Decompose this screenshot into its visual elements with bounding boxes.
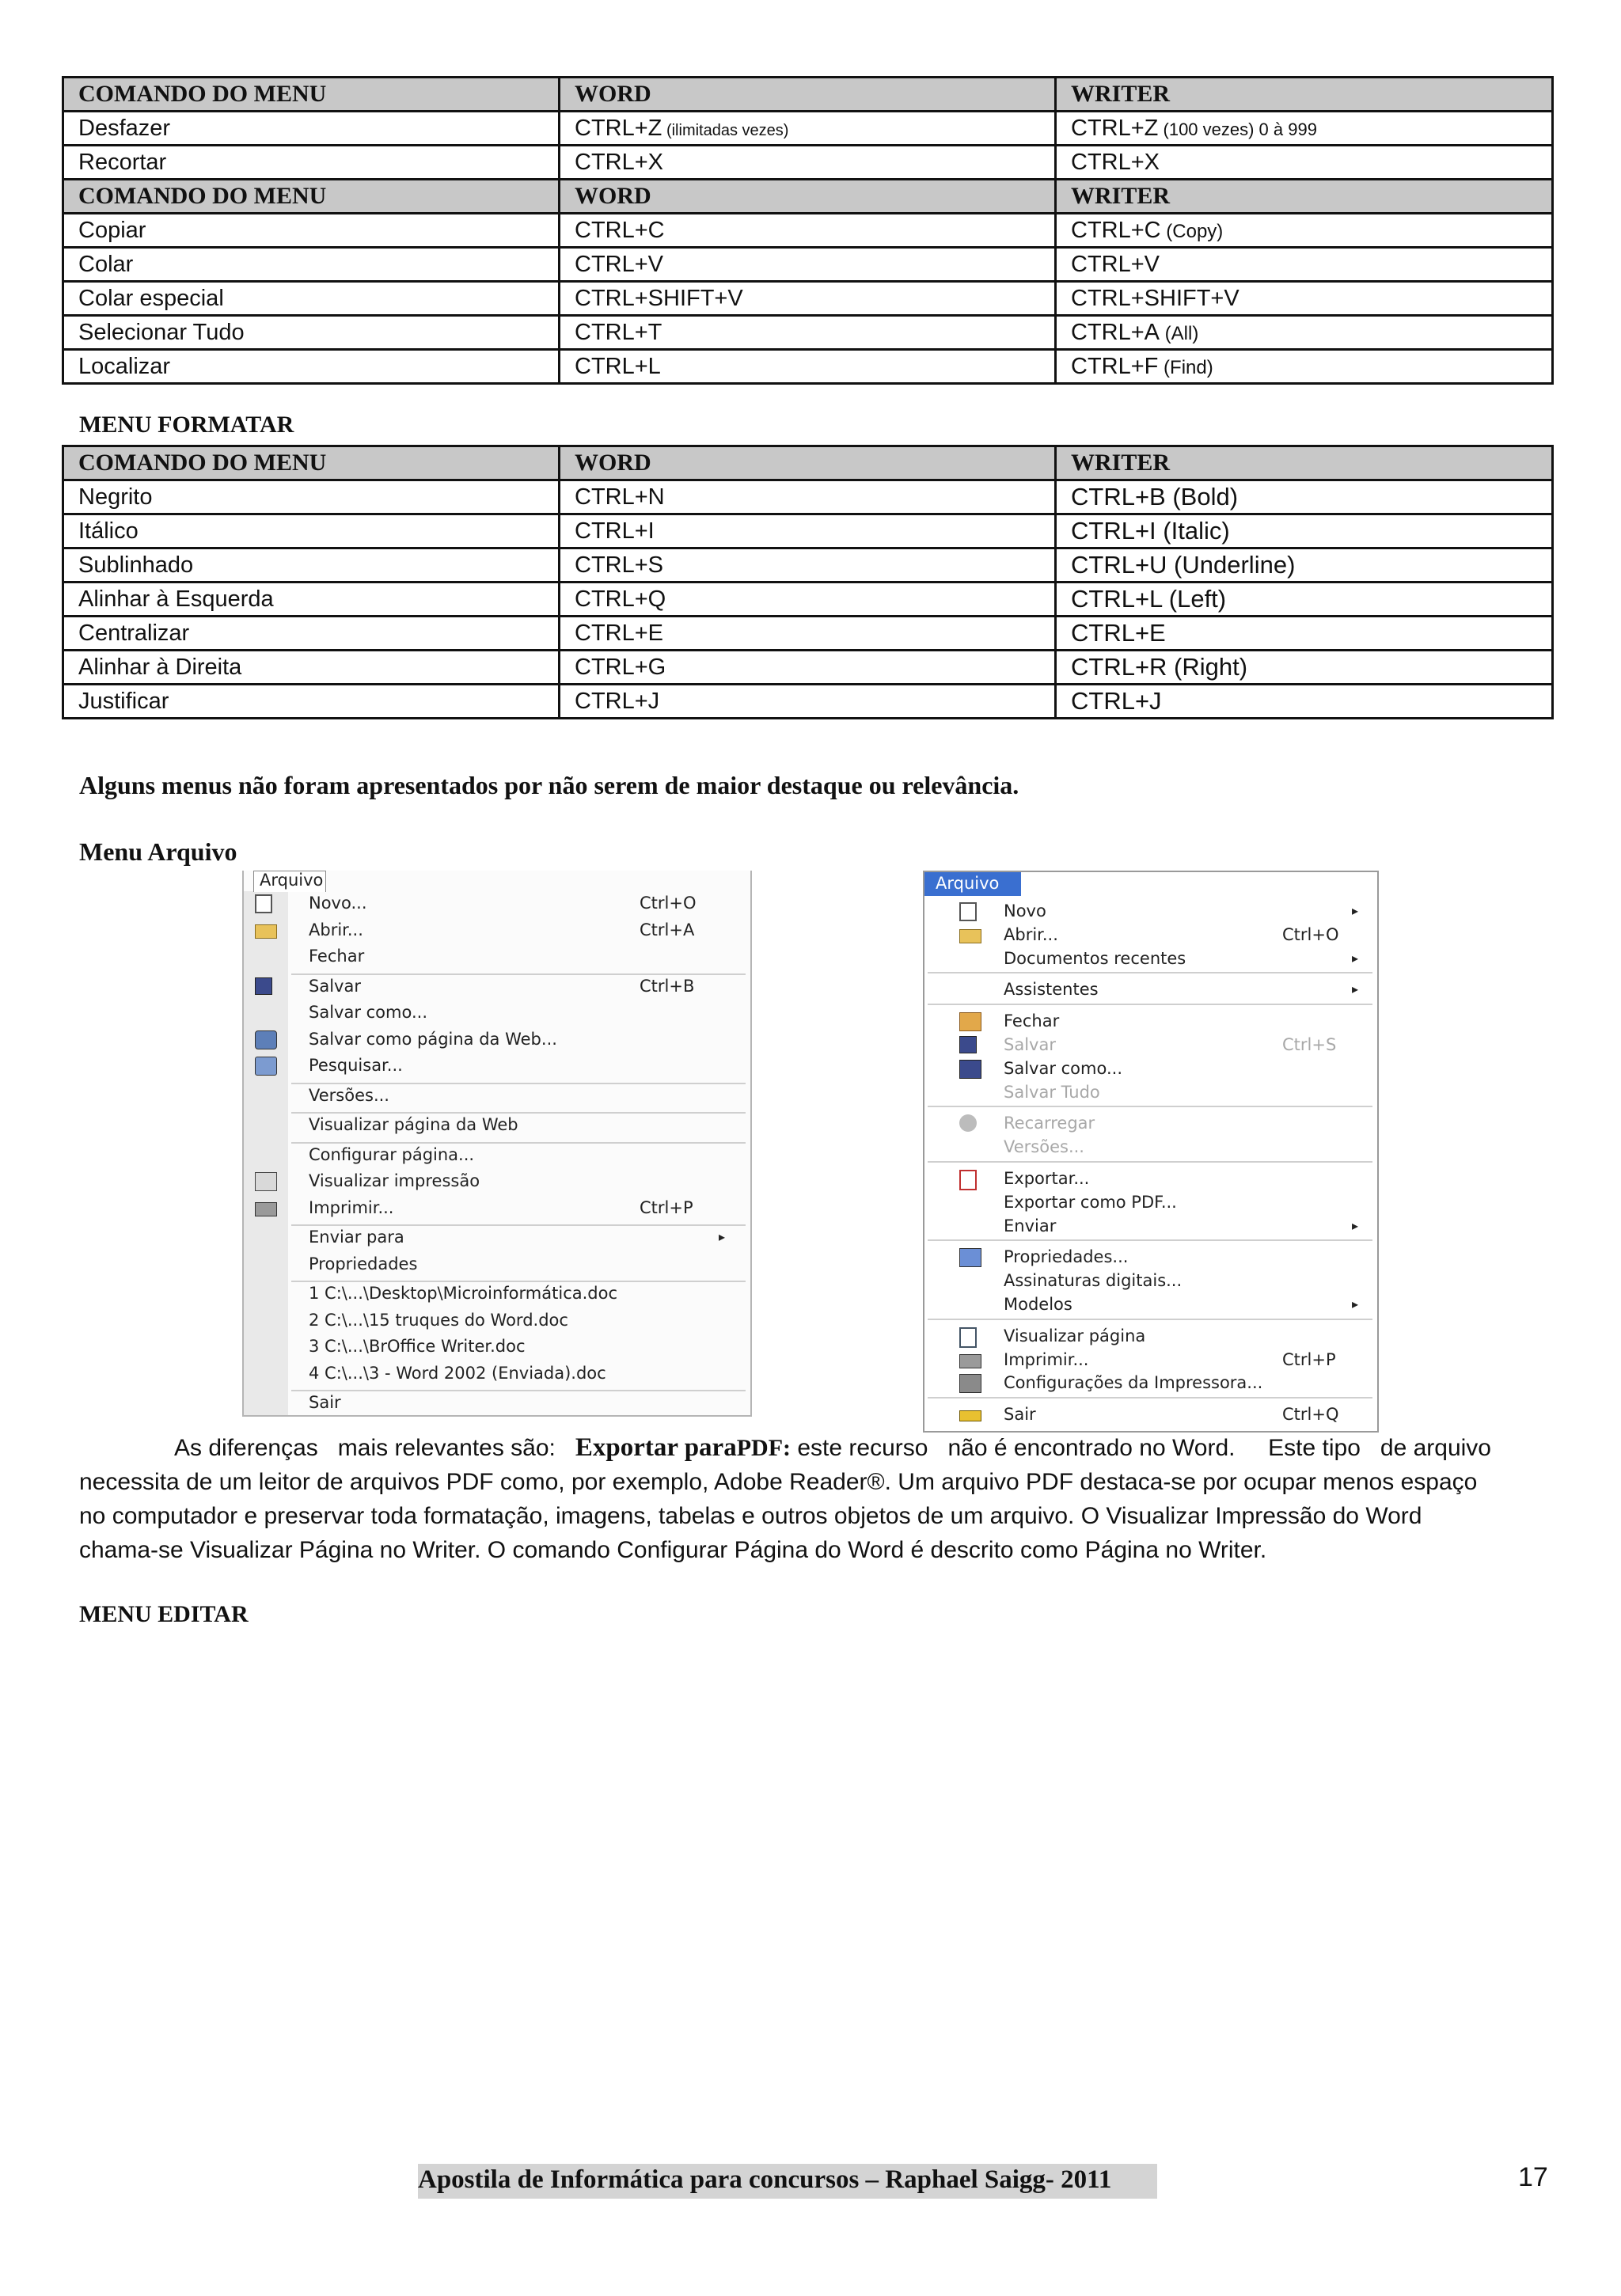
table-row bbox=[63, 248, 1553, 282]
print-preview-icon bbox=[255, 1172, 277, 1191]
menu-item[interactable] bbox=[924, 947, 1377, 970]
open-folder-icon bbox=[959, 929, 981, 943]
submenu-arrow-icon: ▸ bbox=[719, 1229, 726, 1244]
menu-item[interactable] bbox=[244, 1225, 750, 1249]
save-icon bbox=[255, 977, 272, 995]
menu-item-label: Fechar bbox=[1004, 1011, 1060, 1031]
menu-item[interactable] bbox=[244, 1361, 750, 1385]
menu-item[interactable] bbox=[924, 1111, 1377, 1135]
table-row bbox=[63, 514, 1553, 548]
menu-item-label: Imprimir... bbox=[309, 1197, 394, 1217]
paragraph-line-2: necessita de um leitor de arquivos PDF como, por exemplo, Adobe Reader®. Um arquivo PDF destaca-se por ocupar menos espaço bbox=[79, 1469, 1478, 1495]
word-cell: CTRL+Q bbox=[560, 583, 1056, 617]
menu-item-label: 3 C:\...\BrOffice Writer.doc bbox=[309, 1337, 526, 1356]
word-cell: CTRL+X bbox=[560, 146, 1056, 180]
exit-icon bbox=[959, 1410, 981, 1421]
writer-cell: CTRL+X bbox=[1056, 146, 1553, 180]
command-cell: Colar especial bbox=[63, 282, 560, 316]
header-cell: WORD bbox=[560, 446, 1056, 480]
menu-item-label: Salvar Tudo bbox=[1004, 1082, 1100, 1102]
menu-item[interactable] bbox=[924, 1292, 1377, 1316]
submenu-arrow-icon: ▸ bbox=[1352, 981, 1359, 997]
menu-item[interactable] bbox=[244, 1281, 750, 1305]
menu-separator bbox=[928, 1161, 1372, 1163]
menu-item-label: Exportar como PDF... bbox=[1004, 1192, 1177, 1212]
command-cell: Sublinhado bbox=[63, 548, 560, 583]
table-row bbox=[63, 480, 1553, 514]
page-preview-icon bbox=[959, 1327, 977, 1348]
command-cell: Centralizar bbox=[63, 617, 560, 651]
table-row bbox=[63, 651, 1553, 685]
menu-item[interactable] bbox=[924, 899, 1377, 923]
page-number: 17 bbox=[1518, 2162, 1548, 2192]
menu-item-label: Exportar... bbox=[1004, 1169, 1090, 1188]
menu-item-label: Imprimir... bbox=[1004, 1349, 1089, 1369]
menu-item[interactable] bbox=[244, 1113, 750, 1137]
differences-paragraph bbox=[79, 1431, 1551, 1567]
menu-separator bbox=[928, 1106, 1372, 1107]
menu-title: Arquivo bbox=[260, 871, 324, 890]
menu-item-label: Salvar como página da Web... bbox=[309, 1029, 557, 1049]
menu-item[interactable] bbox=[924, 1033, 1377, 1057]
menu-item-label: Configurações da Impressora... bbox=[1004, 1373, 1263, 1393]
new-doc-icon bbox=[255, 894, 272, 913]
note-text: Alguns menus não foram apresentados por não serem de maior destaque ou relevância. bbox=[79, 771, 1019, 799]
paragraph-line-4: chama-se Visualizar Página no Writer. O comando Configurar Página do Word é descrito como Página no Writer. bbox=[79, 1537, 1267, 1563]
menu-separator bbox=[928, 1397, 1372, 1398]
menu-item-label: Abrir... bbox=[1004, 924, 1058, 944]
menu-item[interactable] bbox=[244, 1252, 750, 1276]
menu-separator bbox=[928, 1004, 1372, 1005]
menu-item-label: Documentos recentes bbox=[1004, 948, 1186, 968]
menu-item[interactable] bbox=[244, 891, 750, 915]
menu-item[interactable] bbox=[924, 977, 1377, 1001]
writer-menu-items bbox=[924, 899, 1377, 1431]
menu-item-shortcut: Ctrl+A bbox=[640, 920, 695, 939]
menu-item-label: Novo... bbox=[309, 894, 367, 913]
search-icon bbox=[255, 1057, 277, 1076]
menu-item-label: Pesquisar... bbox=[309, 1056, 403, 1075]
writer-cell: CTRL+L (Left) bbox=[1056, 583, 1553, 617]
header-cell: COMANDO DO MENU bbox=[63, 78, 560, 112]
word-cell: CTRL+T bbox=[560, 316, 1056, 350]
writer-cell: CTRL+SHIFT+V bbox=[1056, 282, 1553, 316]
menu-item[interactable] bbox=[924, 1324, 1377, 1348]
word-cell: CTRL+N bbox=[560, 480, 1056, 514]
menu-item[interactable] bbox=[924, 1057, 1377, 1080]
menu-arquivo-heading: Menu Arquivo bbox=[79, 837, 237, 866]
menu-item-label: Configurar página... bbox=[309, 1144, 475, 1164]
menu-item[interactable] bbox=[244, 1143, 750, 1167]
submenu-arrow-icon: ▸ bbox=[1352, 903, 1359, 918]
menu-item-label: Sair bbox=[309, 1393, 341, 1412]
menu-formatar-heading: MENU FORMATAR bbox=[79, 412, 294, 438]
menu-title: Arquivo bbox=[936, 874, 1000, 893]
menu-item[interactable] bbox=[924, 1402, 1377, 1426]
format-shortcuts-table bbox=[62, 445, 1554, 719]
menu-item-label: Salvar como... bbox=[309, 1003, 427, 1022]
menu-separator bbox=[928, 972, 1372, 973]
command-cell: Negrito bbox=[63, 480, 560, 514]
word-menu-items bbox=[244, 891, 750, 1415]
menu-item-label: Salvar bbox=[309, 976, 361, 996]
word-cell: CTRL+C bbox=[560, 214, 1056, 248]
menu-item-shortcut: Ctrl+P bbox=[640, 1197, 693, 1217]
writer-cell: CTRL+V bbox=[1056, 248, 1553, 282]
word-cell: CTRL+L bbox=[560, 350, 1056, 384]
writer-file-menu bbox=[923, 871, 1379, 1433]
menu-item[interactable] bbox=[244, 944, 750, 968]
menu-item-label: Sair bbox=[1004, 1405, 1036, 1425]
menu-item[interactable] bbox=[244, 918, 750, 942]
writer-cell: CTRL+I (Italic) bbox=[1056, 514, 1553, 548]
menu-item[interactable] bbox=[924, 1214, 1377, 1238]
menu-item-label: Fechar bbox=[309, 947, 365, 966]
menu-item[interactable] bbox=[244, 1083, 750, 1107]
menu-item[interactable] bbox=[244, 974, 750, 998]
menu-item-shortcut: Ctrl+B bbox=[640, 976, 695, 996]
header-cell: WRITER bbox=[1056, 180, 1553, 214]
menu-item[interactable] bbox=[244, 1027, 750, 1051]
word-cell: CTRL+I bbox=[560, 514, 1056, 548]
menu-item-label: 2 C:\...\15 truques do Word.doc bbox=[309, 1310, 568, 1330]
table-row bbox=[63, 350, 1553, 384]
command-cell: Localizar bbox=[63, 350, 560, 384]
word-cell: CTRL+V bbox=[560, 248, 1056, 282]
menu-item[interactable] bbox=[244, 1196, 750, 1220]
menu-item-shortcut: Ctrl+Q bbox=[1282, 1405, 1339, 1425]
submenu-arrow-icon: ▸ bbox=[1352, 1217, 1359, 1233]
menu-separator bbox=[928, 1239, 1372, 1241]
submenu-arrow-icon: ▸ bbox=[1352, 1296, 1359, 1311]
footer-text: Apostila de Informática para concursos – Raphael Saigg- 2011 bbox=[418, 2165, 1112, 2194]
reload-icon bbox=[959, 1114, 977, 1132]
table-row bbox=[63, 617, 1553, 651]
menu-separator bbox=[928, 1319, 1372, 1320]
word-cell: CTRL+SHIFT+V bbox=[560, 282, 1056, 316]
menu-item-label: Modelos bbox=[1004, 1295, 1072, 1314]
table-row bbox=[63, 112, 1553, 146]
menu-item[interactable] bbox=[924, 1348, 1377, 1372]
menu-item[interactable] bbox=[924, 1371, 1377, 1395]
edit-shortcuts-table bbox=[62, 76, 1554, 385]
menu-item-shortcut: Ctrl+S bbox=[1282, 1035, 1337, 1054]
menu-item-label: 1 C:\...\Desktop\Microinformática.doc bbox=[309, 1284, 618, 1303]
command-cell: Colar bbox=[63, 248, 560, 282]
command-cell: Alinhar à Esquerda bbox=[63, 583, 560, 617]
word-cell: CTRL+E bbox=[560, 617, 1056, 651]
table-row bbox=[63, 685, 1553, 719]
table-row bbox=[63, 146, 1553, 180]
new-doc-icon bbox=[959, 902, 977, 921]
header-cell: WRITER bbox=[1056, 78, 1553, 112]
menu-item[interactable] bbox=[924, 1167, 1377, 1190]
menu-item-label: Novo bbox=[1004, 901, 1046, 920]
table-row bbox=[63, 548, 1553, 583]
command-cell: Desfazer bbox=[63, 112, 560, 146]
properties-icon bbox=[959, 1248, 981, 1267]
word-cell: CTRL+S bbox=[560, 548, 1056, 583]
table-row bbox=[63, 316, 1553, 350]
header-cell: WRITER bbox=[1056, 446, 1553, 480]
menu-item-label: Propriedades bbox=[309, 1254, 418, 1273]
menu-item-label: Versões... bbox=[309, 1085, 389, 1105]
save-as-icon bbox=[959, 1060, 981, 1079]
menu-item-label: Propriedades... bbox=[1004, 1247, 1129, 1267]
menu-item-label: 4 C:\...\3 - Word 2002 (Enviada).doc bbox=[309, 1363, 606, 1383]
menu-item-shortcut: Ctrl+P bbox=[1282, 1349, 1336, 1369]
menu-item-label: Assistentes bbox=[1004, 980, 1099, 1000]
printer-settings-icon bbox=[959, 1374, 981, 1393]
menu-item[interactable] bbox=[244, 1391, 750, 1414]
menu-item[interactable] bbox=[244, 1053, 750, 1077]
save-web-icon bbox=[255, 1030, 277, 1049]
menu-item[interactable] bbox=[924, 1190, 1377, 1214]
menu-item-label: Visualizar página da Web bbox=[309, 1115, 518, 1134]
menu-item[interactable] bbox=[924, 1080, 1377, 1104]
table-header-row bbox=[63, 180, 1553, 214]
writer-cell: CTRL+J bbox=[1056, 685, 1553, 719]
menu-item[interactable] bbox=[244, 1000, 750, 1024]
header-cell: COMANDO DO MENU bbox=[63, 180, 560, 214]
command-cell: Recortar bbox=[63, 146, 560, 180]
table-header-row bbox=[63, 446, 1553, 480]
paragraph-line-3: no computador e preservar toda formatação, imagens, tabelas e outros objetos de um arquivo. O Visualizar Impressão do Word bbox=[79, 1503, 1422, 1529]
export-icon bbox=[959, 1170, 977, 1190]
header-cell: COMANDO DO MENU bbox=[63, 446, 560, 480]
menu-editar-heading: MENU EDITAR bbox=[79, 1601, 249, 1627]
writer-cell: CTRL+A (All) bbox=[1056, 316, 1553, 350]
menu-item-label: Assinaturas digitais... bbox=[1004, 1271, 1183, 1291]
command-cell: Justificar bbox=[63, 685, 560, 719]
menu-item-shortcut: Ctrl+O bbox=[640, 894, 697, 913]
command-cell: Selecionar Tudo bbox=[63, 316, 560, 350]
table-row bbox=[63, 214, 1553, 248]
writer-cell: CTRL+E bbox=[1056, 617, 1553, 651]
writer-cell: CTRL+B (Bold) bbox=[1056, 480, 1553, 514]
word-file-menu bbox=[242, 871, 752, 1417]
writer-cell: CTRL+Z (100 vezes) 0 à 999 bbox=[1056, 112, 1553, 146]
word-cell: CTRL+J bbox=[560, 685, 1056, 719]
menu-item[interactable] bbox=[924, 1009, 1377, 1033]
menu-item-label: Visualizar impressão bbox=[309, 1171, 480, 1190]
writer-cell: CTRL+U (Underline) bbox=[1056, 548, 1553, 583]
menu-item[interactable] bbox=[244, 1169, 750, 1193]
word-cell: CTRL+Z (ilimitadas vezes) bbox=[560, 112, 1056, 146]
table-row bbox=[63, 583, 1553, 617]
writer-cell: CTRL+F (Find) bbox=[1056, 350, 1553, 384]
writer-cell: CTRL+R (Right) bbox=[1056, 651, 1553, 685]
menu-item-label: Visualizar página bbox=[1004, 1326, 1146, 1345]
menu-item[interactable] bbox=[924, 1135, 1377, 1159]
menu-item[interactable] bbox=[924, 923, 1377, 947]
menu-item[interactable] bbox=[244, 1308, 750, 1332]
command-cell: Itálico bbox=[63, 514, 560, 548]
open-folder-icon bbox=[255, 924, 277, 939]
menu-item-label: Abrir... bbox=[309, 920, 363, 939]
menu-item-label: Versões... bbox=[1004, 1137, 1084, 1157]
close-doc-icon bbox=[959, 1012, 981, 1031]
menu-item-label: Recarregar bbox=[1004, 1114, 1095, 1133]
printer-icon bbox=[959, 1354, 981, 1368]
paragraph-line-1: As diferenças mais relevantes são: Exportar paraPDF: este recurso não é encontrado no Word. Este tipo de arquivo bbox=[174, 1433, 1491, 1462]
header-cell: WORD bbox=[560, 180, 1056, 214]
menu-item-label: Salvar bbox=[1004, 1035, 1056, 1054]
menu-item[interactable] bbox=[244, 1334, 750, 1358]
menu-item-label: Enviar para bbox=[309, 1228, 404, 1247]
menu-item[interactable] bbox=[924, 1269, 1377, 1292]
command-cell: Alinhar à Direita bbox=[63, 651, 560, 685]
save-icon bbox=[959, 1036, 977, 1053]
word-cell: CTRL+G bbox=[560, 651, 1056, 685]
writer-cell: CTRL+C (Copy) bbox=[1056, 214, 1553, 248]
menu-item[interactable] bbox=[924, 1245, 1377, 1269]
header-cell: WORD bbox=[560, 78, 1056, 112]
command-cell: Copiar bbox=[63, 214, 560, 248]
printer-icon bbox=[255, 1202, 277, 1216]
menu-item-shortcut: Ctrl+O bbox=[1282, 924, 1339, 944]
submenu-arrow-icon: ▸ bbox=[1352, 950, 1359, 966]
table-header-row bbox=[63, 78, 1553, 112]
menu-item-label: Enviar bbox=[1004, 1216, 1057, 1235]
menu-item-label: Salvar como... bbox=[1004, 1058, 1122, 1078]
table-row bbox=[63, 282, 1553, 316]
